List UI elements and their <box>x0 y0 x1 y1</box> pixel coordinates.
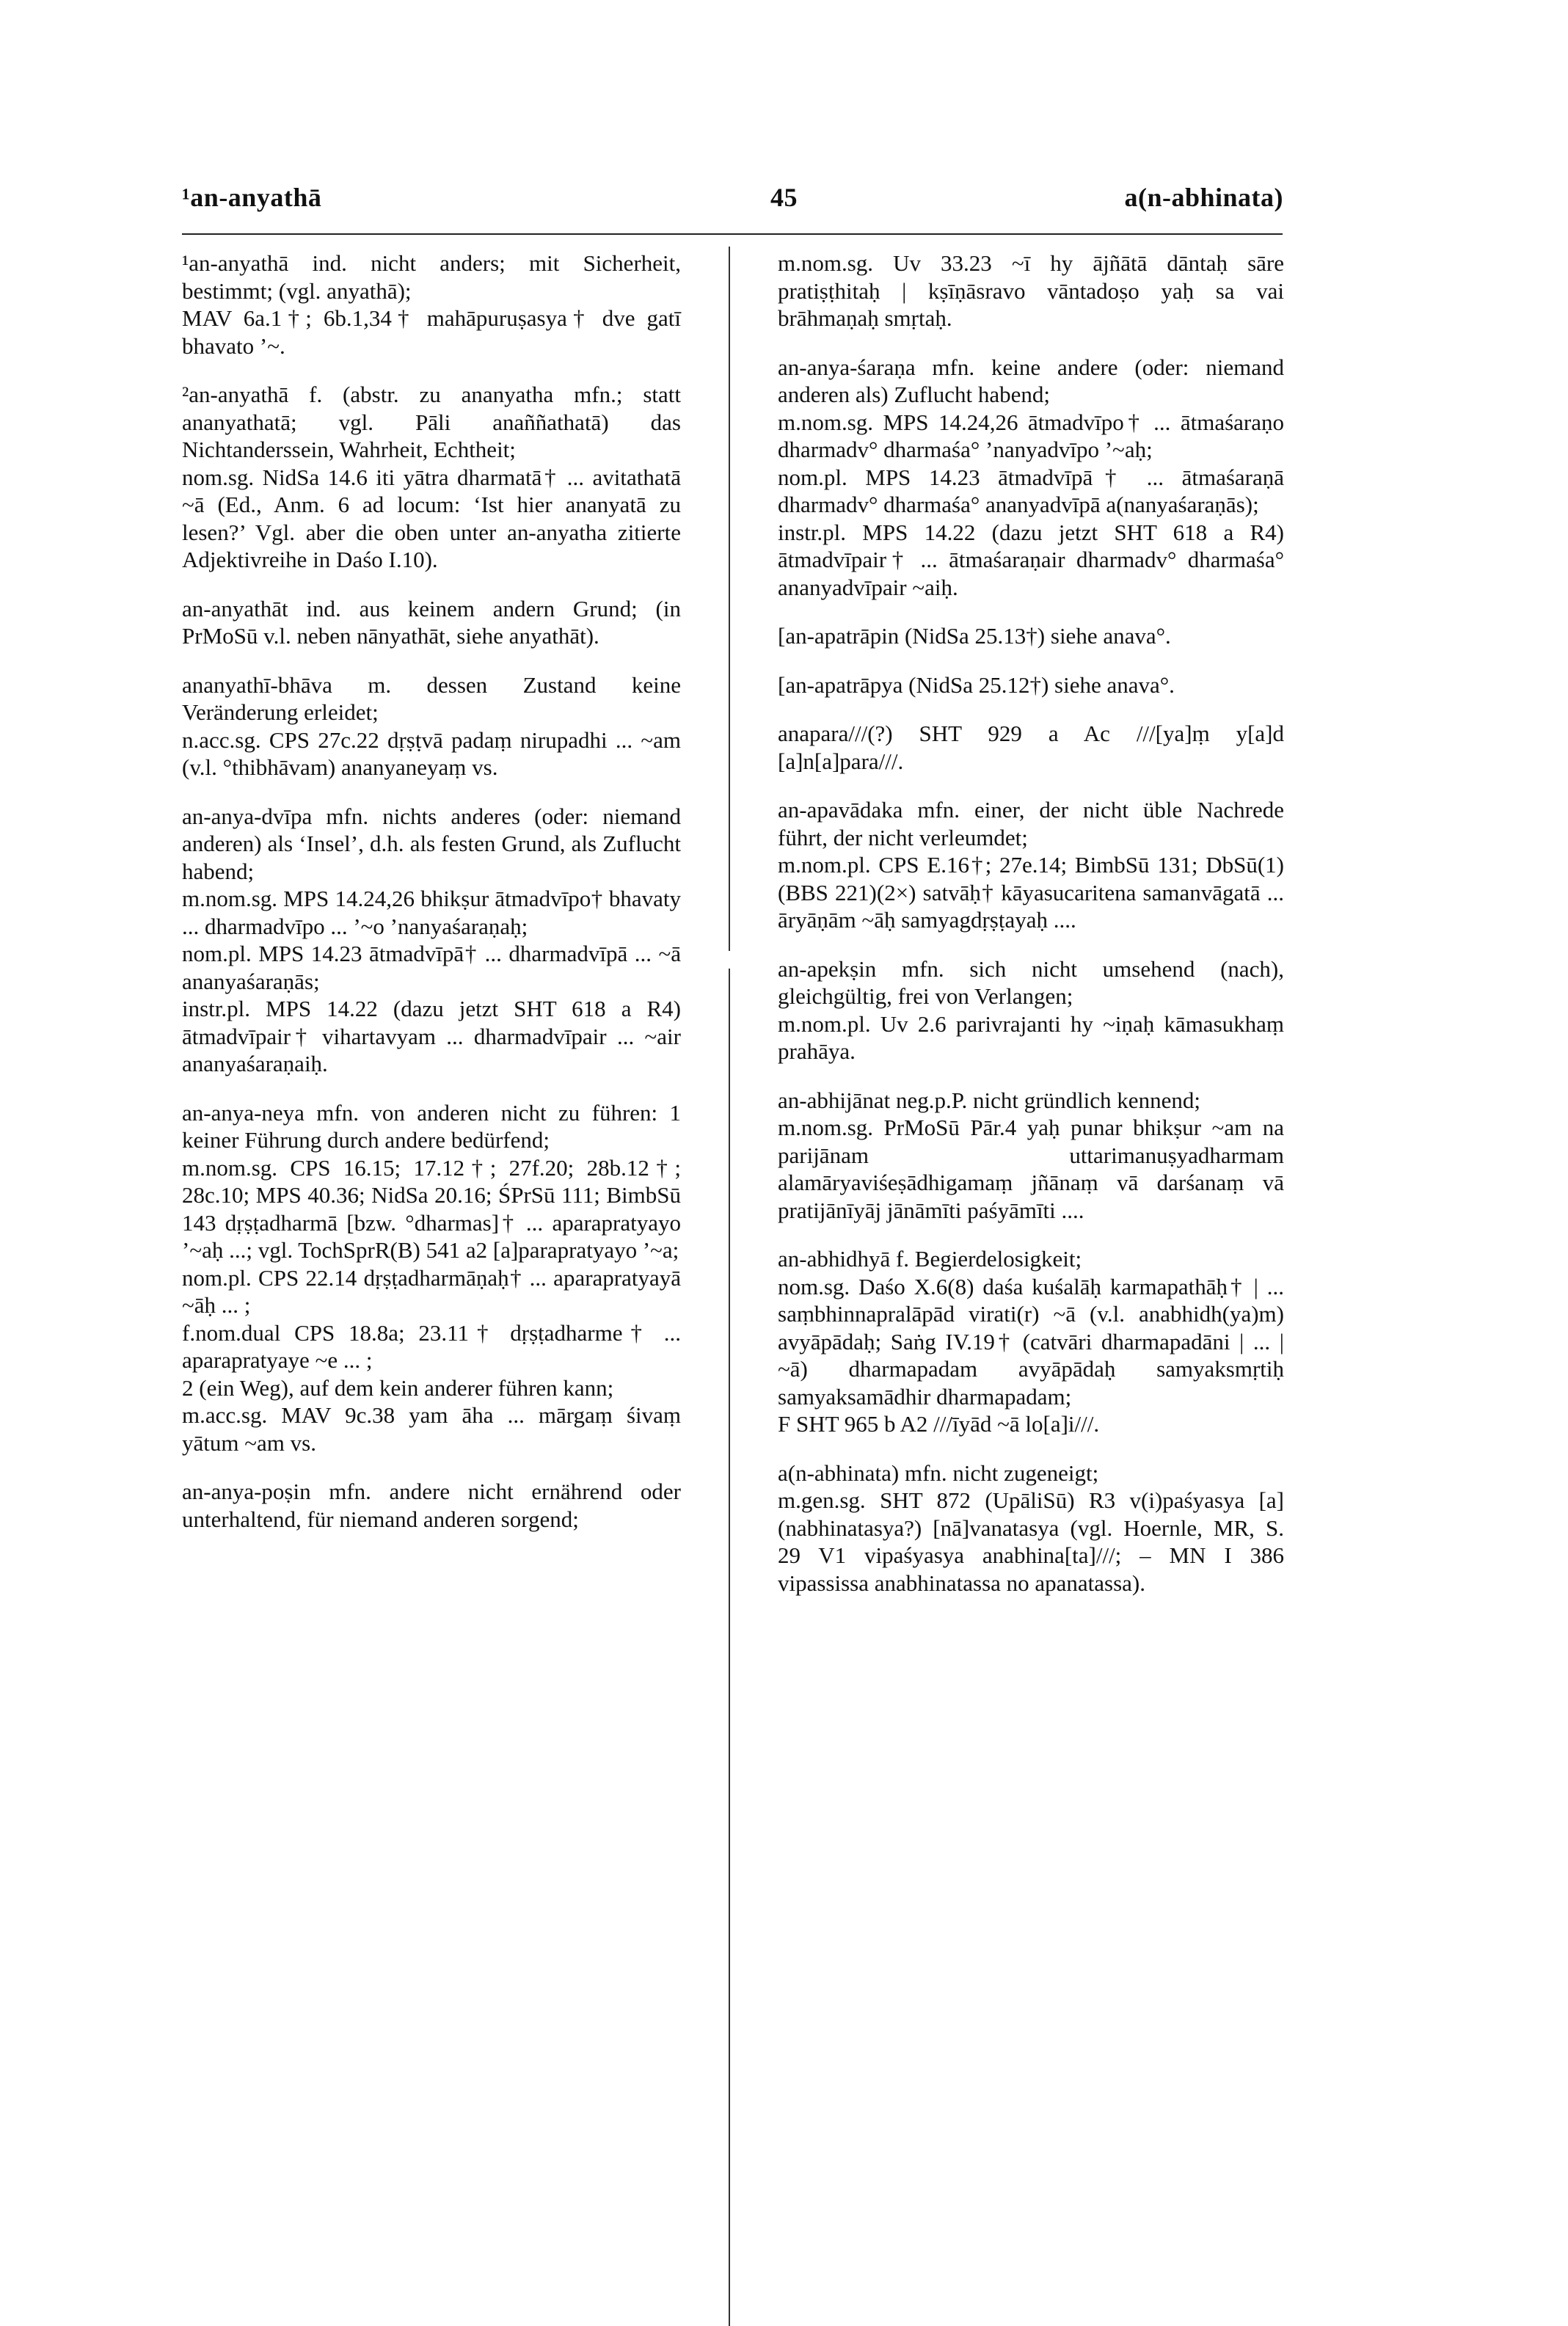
entry-line: anapara///(?) SHT 929 a Ac ///[ya]ṃ y[a]d [a]n[a]para///. <box>778 721 1284 774</box>
entry-line: F SHT 965 b A2 ///īyād ~ā lo[a]i///. <box>778 1411 1100 1437</box>
entry-line: n.acc.sg. CPS 27c.22 dṛṣṭvā padaṃ nirupadhi ... ~am (v.l. °thibhāvam) ananyaneyaṃ vs. <box>182 726 681 780</box>
header-right-catchword: a(n-abhinata) <box>1124 183 1283 212</box>
dictionary-entry <box>182 1478 681 1533</box>
entry-line: an-abhidhyā f. Begierdelosigkeit; <box>778 1246 1082 1272</box>
entry-line: [an-apatrāpya (NidSa 25.12†) siehe anava°. <box>778 671 1175 698</box>
entry-line: an-anya-poṣin mfn. andere nicht ernährend oder unterhaltend, für niemand anderen sorgend; <box>182 1479 681 1532</box>
running-head <box>0 182 1568 226</box>
entry-line: an-apekṣin mfn. sich nicht umsehend (nach), gleichgültig, frei von Verlangen; <box>778 955 1284 1009</box>
dictionary-entry <box>778 622 1284 650</box>
header-rule <box>182 233 1283 235</box>
dictionary-entry <box>778 1459 1284 1597</box>
entry-line: ²an-anyathā f. (abstr. zu ananyatha mfn.; statt ananyathatā; vgl. Pāli anaññathatā) das Nichtanderssein, Wahrheit, Echtheit; <box>182 382 681 462</box>
page-number: 45 <box>770 183 798 212</box>
entry-line: nom.pl. CPS 22.14 dṛṣṭadharmāṇaḥ† ... aparapratyayā ~āḥ ... ; <box>182 1264 681 1318</box>
column-divider <box>729 247 730 951</box>
entry-line: m.nom.sg. Uv 33.23 ~ī hy ājñātā dāntaḥ sāre pratiṣṭhitaḥ | kṣīṇāsravo vāntadoṣo yaḥ sa vai brāhmaṇaḥ smṛtaḥ. <box>778 250 1284 331</box>
entry-line: an-anya-śaraṇa mfn. keine andere (oder: niemand anderen als) Zuflucht habend; <box>778 354 1284 407</box>
entry-line: [an-apatrāpin (NidSa 25.13†) siehe anava°. <box>778 623 1171 649</box>
entry-line: f.nom.dual CPS 18.8a; 23.11† dṛṣṭadharme† ... aparapratyaye ~e ... ; <box>182 1319 681 1373</box>
dictionary-entry <box>778 796 1284 934</box>
entry-line: an-anyathāt ind. aus keinem andern Grund; (in PrMoSū v.l. neben nānyathāt, siehe anyathāt). <box>182 595 681 649</box>
right-column <box>778 249 1284 1618</box>
entry-line: m.nom.sg. MPS 14.24,26 ātmadvīpo† ... ātmaśaraṇo dharmadv° dharmaśa° ’nanyadvīpo ’~aḥ; <box>778 409 1284 462</box>
header-left-catchword: ¹an-anyathā <box>182 183 322 212</box>
dictionary-entry <box>778 671 1284 699</box>
entry-line: m.gen.sg. SHT 872 (UpāliSū) R3 v(i)paśyasya [a](nabhinatasya?) [nā]vanatasya (vgl. Hoernle, MR, S. 29 V1 vipaśyasya anabhina[ta]///; – MN I 386 vipassissa anabhinatassa no apanatassa). <box>778 1487 1284 1596</box>
entry-line: an-apavādaka mfn. einer, der nicht üble Nachrede führt, der nicht verleumdet; <box>778 797 1284 850</box>
entry-line: an-anya-dvīpa mfn. nichts anderes (oder: niemand anderen) als ‘Insel’, d.h. als festen Grund, als Zuflucht habend; <box>182 803 681 884</box>
entry-line: MAV 6a.1†; 6b.1,34† mahāpuruṣasya† dve gatī bhavato ’~. <box>182 305 681 359</box>
entry-line: ananyathī-bhāva m. dessen Zustand keine Veränderung erleidet; <box>182 671 681 725</box>
dictionary-entry <box>778 955 1284 1065</box>
column-divider-lower <box>729 969 730 2326</box>
dictionary-entry <box>778 1087 1284 1225</box>
dictionary-entry <box>182 803 681 1078</box>
dictionary-entry <box>778 1245 1284 1438</box>
dictionary-entry <box>182 595 681 650</box>
entry-line: m.nom.sg. PrMoSū Pār.4 yaḥ punar bhikṣur ~am na parijānam uttarimanuṣyadharmam alamāryaviśeṣādhigamaṃ jñānaṃ vā darśanaṃ vā pratijānīyāj jānāmīti paśyāmīti .... <box>778 1115 1284 1223</box>
left-column <box>182 249 681 1554</box>
dictionary-entry <box>778 354 1284 602</box>
entry-line: instr.pl. MPS 14.22 (dazu jetzt SHT 618 a R4) ātmadvīpair† ... ātmaśaraṇair dharmadv° dharmaśa° ananyadvīpair ~aiḥ. <box>778 519 1284 600</box>
entry-line: m.nom.sg. MPS 14.24,26 bhikṣur ātmadvīpo† bhavaty ... dharmadvīpo ... ’~o ’nanyaśaraṇaḥ; <box>182 886 681 939</box>
entry-line: m.acc.sg. MAV 9c.38 yam āha ... mārgaṃ śivaṃ yātum ~am vs. <box>182 1402 681 1456</box>
entry-line: a(n-abhinata) mfn. nicht zugeneigt; <box>778 1459 1099 1486</box>
entry-line: m.nom.pl. CPS E.16†; 27e.14; BimbSū 131; DbSū(1) (BBS 221)(2×) satvāḥ† kāyasucaritena samanvāgatā ... āryāṇām ~āḥ samyagdṛṣṭayaḥ .... <box>778 852 1284 933</box>
entry-line: instr.pl. MPS 14.22 (dazu jetzt SHT 618 a R4) ātmadvīpair† vihartavyam ... dharmadvīpair ... ~air ananyaśaraṇaiḥ. <box>182 996 681 1076</box>
entry-line: an-anya-neya mfn. von anderen nicht zu führen: 1 keiner Führung durch andere bedürfend; <box>182 1099 681 1153</box>
entry-line: m.nom.sg. CPS 16.15; 17.12†; 27f.20; 28b.12†; 28c.10; MPS 40.36; NidSa 20.16; ŚPrSū 111; BimbSū 143 dṛṣṭadharmā [bzw. °dharmas]† ... aparapratyayo ’~aḥ ...; vgl. TochSprR(B) 541 a2 [a]parapratyayo ’~a; <box>182 1154 681 1263</box>
dictionary-entry <box>182 1099 681 1457</box>
entry-line: nom.sg. Daśo X.6(8) daśa kuśalāḥ karmapathāḥ† | ... saṃbhinnapralāpād virati(r) ~ā (v.l. anabhidh(ya)m) avyāpādaḥ; Saṅg IV.19† (catvāri dharmapadāni | ... | ~ā) dharmapadam avyāpādaḥ samyaksmṛtiḥ samyaksamādhir dharmapadam; <box>778 1273 1284 1410</box>
dictionary-entry <box>182 249 681 360</box>
dictionary-entry <box>778 249 1284 332</box>
entry-line: 2 (ein Weg), auf dem kein anderer führen kann; <box>182 1374 614 1401</box>
dictionary-entry <box>182 381 681 574</box>
entry-line: nom.pl. MPS 14.23 ātmadvīpā† ... ātmaśaraṇā dharmadv° dharmaśa° ananyadvīpā a(nanyaśaraṇās); <box>778 464 1284 517</box>
dictionary-entry <box>182 671 681 781</box>
entry-line: an-abhijānat neg.p.P. nicht gründlich kennend; <box>778 1087 1200 1113</box>
entry-line: m.nom.pl. Uv 2.6 parivrajanti hy ~iṇaḥ kāmasukhaṃ prahāya. <box>778 1010 1284 1064</box>
dictionary-entry <box>778 720 1284 775</box>
entry-line: ¹an-anyathā ind. nicht anders; mit Sicherheit, bestimmt; (vgl. anyathā); <box>182 250 681 304</box>
entry-line: nom.sg. NidSa 14.6 iti yātra dharmatā† ... avitathatā ~ā (Ed., Anm. 6 ad locum: ‘Ist hier ananyatā zu lesen?’ Vgl. aber die oben unter an-anyatha zitierte Adjektivreihe in Daśo I.10). <box>182 464 681 572</box>
entry-line: nom.pl. MPS 14.23 ātmadvīpā† ... dharmadvīpā ... ~ā ananyaśaraṇās; <box>182 941 681 994</box>
